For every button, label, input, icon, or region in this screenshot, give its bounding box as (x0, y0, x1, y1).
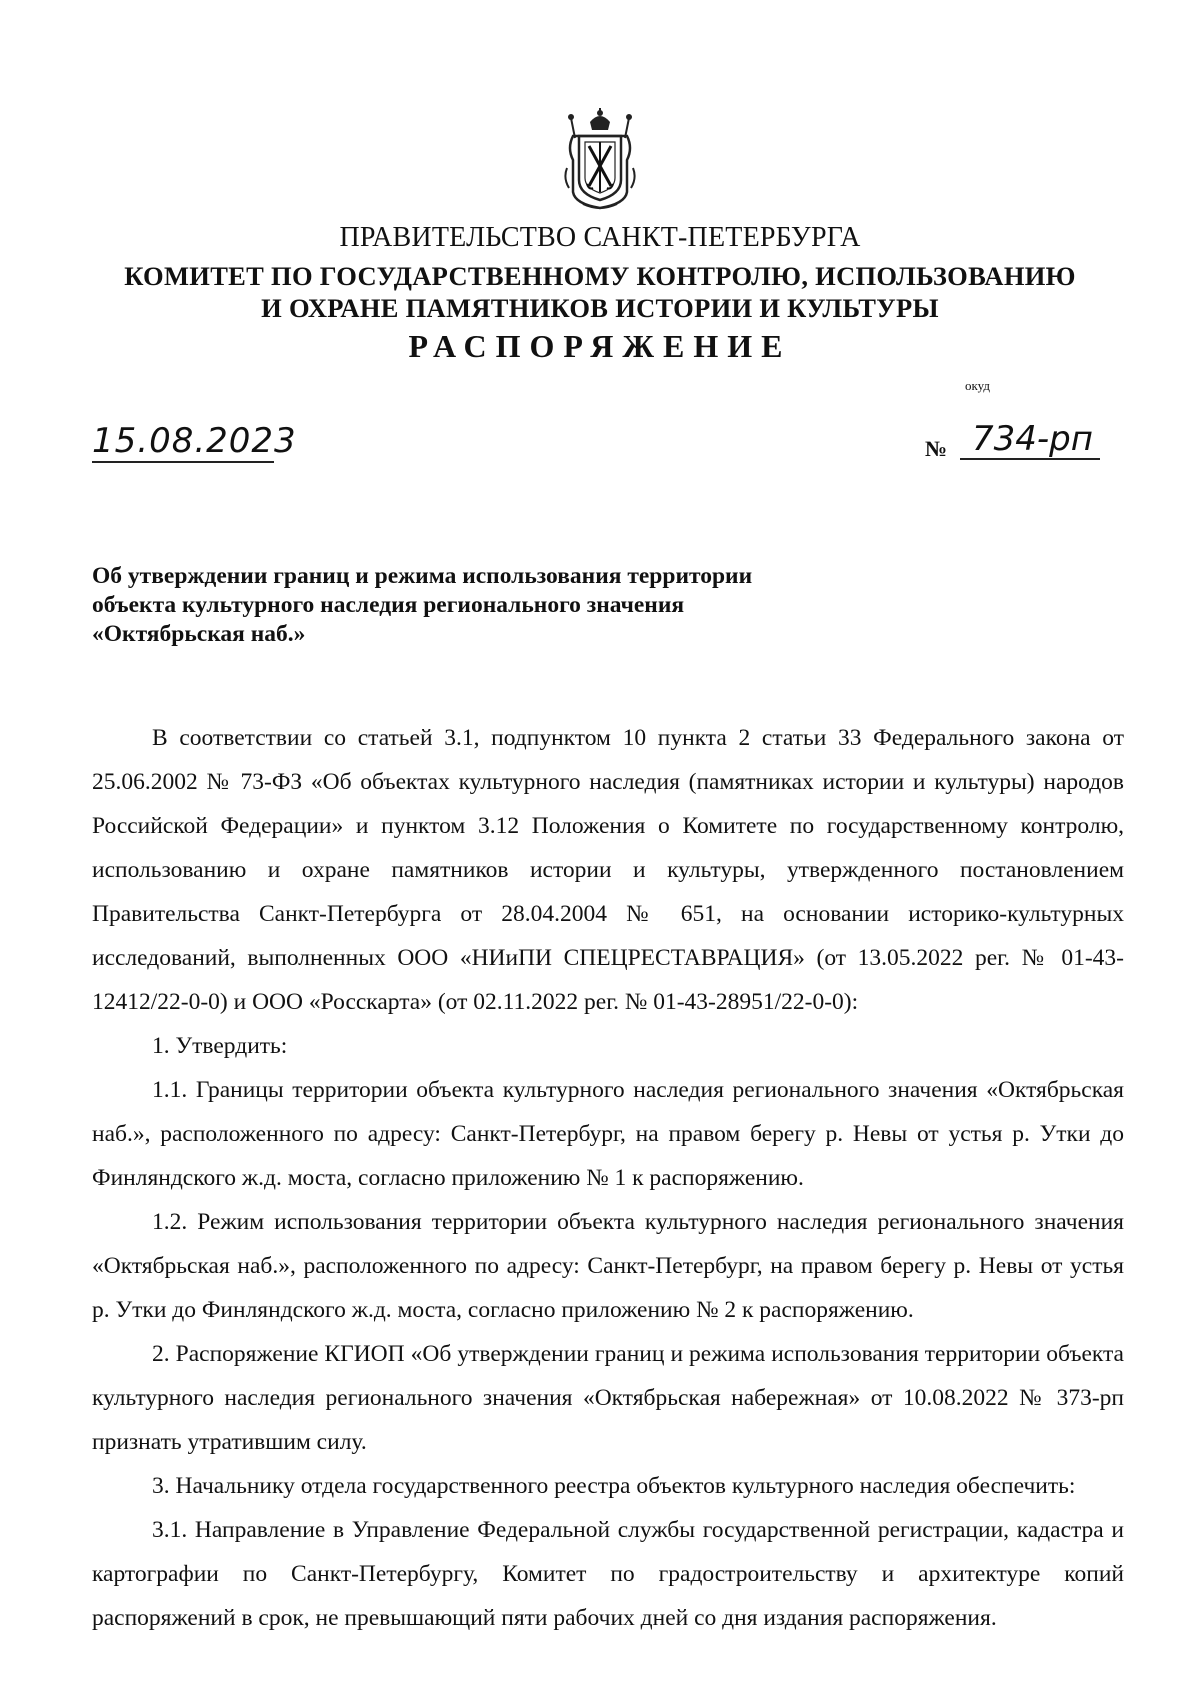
number-sign: № (925, 436, 948, 461)
document-number (925, 420, 1107, 466)
subject-line-1: Об утверждении границ и режима использования территории (92, 563, 753, 589)
coat-of-arms-icon (563, 108, 637, 212)
document-subject (92, 562, 852, 649)
paragraph-3: 3. Начальнику отдела государственного реестра объектов культурного наследия обеспечить: (152, 1473, 1076, 1499)
number-value: 734-рп (960, 420, 1100, 460)
paragraph-2: 2. Распоряжение КГИОП «Об утверждении границ и режима использования территории объекта культурного наследия регионального значения «Октябрьская набережная» от 10.08.2022 № 373-рп признать утратившим силу. (92, 1341, 1124, 1455)
subject-line-3: «Октябрьская наб.» (92, 621, 306, 647)
committee-title (0, 260, 1200, 324)
paragraph-1: 1. Утвердить: (152, 1033, 288, 1059)
government-title: ПРАВИТЕЛЬСТВО САНКТ-ПЕТЕРБУРГА (339, 222, 861, 253)
subject-line-2: объекта культурного наследия регионального значения (92, 592, 685, 618)
paragraph-preamble: В соответствии со статьей 3.1, подпунктом 10 пункта 2 статьи 33 Федерального закона от 25.06.2002 № 73-ФЗ «Об объектах культурного наследия (памятниках истории и культуры) народов Российской Федерации» и пунктом 3.12 Положения о Комитете по государственному контролю, использованию и охране памятников истории и культуры, утвержденного постановлением Правительства Санкт-Петербурга от 28.04.2004 № 651, на основании историко-культурных исследований, выполненных ООО «НИиПИ СПЕЦРЕСТАВРАЦИЯ» (от 13.05.2022 рег. № 01-43-12412/22-0-0) и ООО «Росскарта» (от 02.11.2022 рег. № 01-43-28951/22-0-0): (92, 725, 1124, 1015)
document-date: 15.08.2023 (92, 421, 297, 461)
paragraph-1-1: 1.1. Границы территории объекта культурного наследия регионального значения «Октябрьская наб.», расположенного по адресу: Санкт-Петербург, на правом берегу р. Невы от устья р. Утки до Финляндского ж.д. моста, согласно приложению № 1 к распоряжению. (92, 1077, 1124, 1191)
committee-line-2: И ОХРАНЕ ПАМЯТНИКОВ ИСТОРИИ И КУЛЬТУРЫ (261, 293, 939, 323)
document-body (92, 716, 1124, 1640)
okud-label: окуд (965, 378, 990, 393)
paragraph-1-2: 1.2. Режим использования территории объекта культурного наследия регионального значения «Октябрьская наб.», расположенного по адресу: Санкт-Петербург, на правом берегу р. Невы от устья р. Утки до Финляндского ж.д. моста, согласно приложению № 2 к распоряжению. (92, 1209, 1124, 1323)
committee-line-1: КОМИТЕТ ПО ГОСУДАРСТВЕННОМУ КОНТРОЛЮ, ИСПОЛЬЗОВАНИЮ (124, 261, 1076, 291)
paragraph-3-1: 3.1. Направление в Управление Федеральной службы государственной регистрации, кадастра и картографии по Санкт-Петербургу, Комитет по градостроительству и архитектуре копий распоряжений в срок, не превышающий пяти рабочих дней со дня издания распоряжения. (92, 1517, 1124, 1631)
document-type: РАСПОРЯЖЕНИЕ (408, 328, 792, 364)
